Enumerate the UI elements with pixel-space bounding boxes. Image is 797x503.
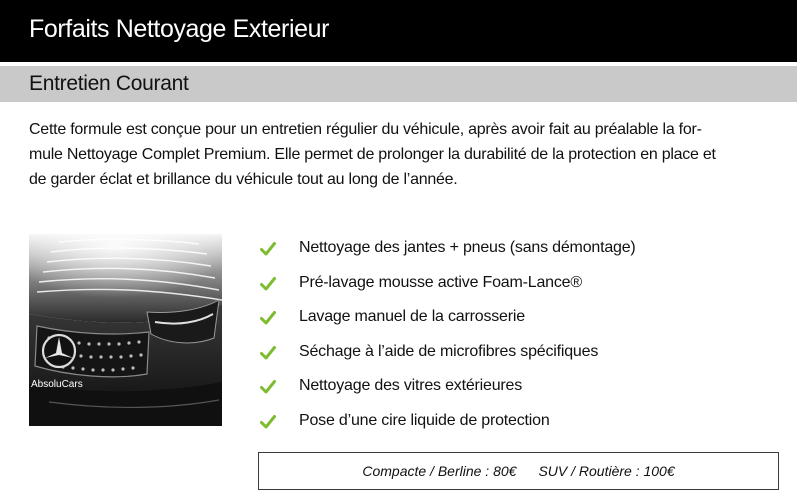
compact-label: Compacte / Berline : [362,463,490,479]
feature-item [260,267,780,302]
photo-watermark: AbsoluCars [31,379,83,390]
check-icon [260,414,276,430]
feature-item [260,232,780,267]
check-icon [260,345,276,361]
suv-price: 100€ [643,463,675,479]
feature-label: Pré-lavage mousse active Foam-Lance® [299,273,582,291]
feature-label: Pose d’une cire liquide de protection [299,411,550,429]
price-box [258,452,779,490]
check-icon [260,241,276,257]
title-bar [0,0,797,62]
suv-label: SUV / Routière : [538,463,640,479]
check-icon [260,379,276,395]
feature-label: Nettoyage des vitres extérieures [299,377,523,395]
description-paragraph [29,117,789,192]
feature-list [260,232,780,440]
car-photo [29,234,222,426]
feature-item [260,336,780,371]
check-icon [260,276,276,292]
feature-label: Séchage à l’aide de microfibres spécifiques [299,342,599,360]
feature-item [260,370,780,405]
check-icon [260,310,276,326]
description-line: de garder éclat et brillance du véhicule tout au long de l’année. [29,171,458,188]
feature-item [260,301,780,336]
car-front-image [29,234,222,426]
description-line: Cette formule est conçue pour un entretien régulier du véhicule, après avoir fait au préalable la for- [29,121,702,138]
feature-label: Nettoyage des jantes + pneus (sans démontage) [299,239,636,256]
section-header [0,66,797,102]
section-title: Entretien Courant [29,72,189,95]
page-title: Forfaits Nettoyage Exterieur [29,15,330,43]
feature-label: Lavage manuel de la carrosserie [299,308,525,326]
feature-item [260,405,780,440]
compact-price: 80€ [493,463,517,479]
description-line: mule Nettoyage Complet Premium. Elle permet de prolonger la durabilité de la protection en place et [29,146,716,163]
